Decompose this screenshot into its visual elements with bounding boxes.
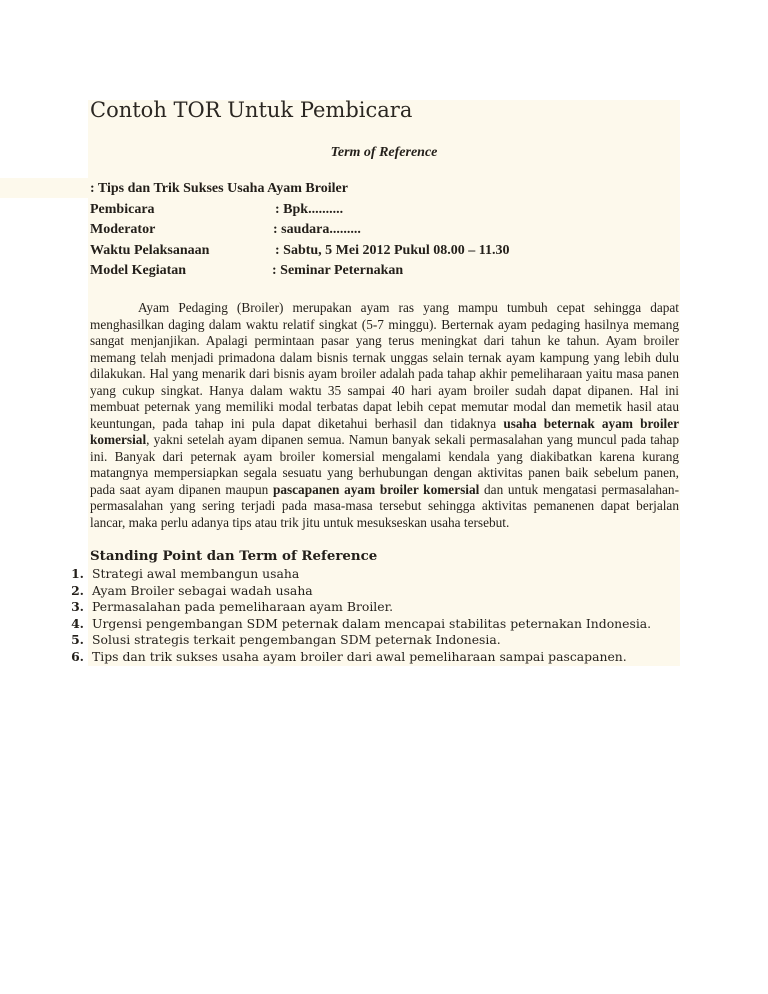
list-number: 1.	[71, 566, 84, 581]
list-text: Solusi strategis terkait pengembangan SDM peternak Indonesia.	[92, 632, 501, 648]
list-number: 6.	[71, 648, 84, 664]
list-number: 4.	[71, 615, 84, 631]
meta-label: Pembicara	[90, 201, 155, 217]
document-title: Contoh TOR Untuk Pembicara	[90, 98, 413, 122]
meta-value-topic: : Tips dan Trik Sukses Usaha Ayam Broiler	[90, 181, 348, 196]
list-text: Ayam Broiler sebagai wadah usaha	[92, 582, 313, 598]
meta-value-time: : Sabtu, 5 Mei 2012 Pukul 08.00 – 11.30	[275, 242, 510, 258]
body-paragraph	[90, 300, 679, 531]
list-text: Permasalahan pada pemeliharaan ayam Broiler.	[92, 599, 394, 615]
meta-label: Moderator	[90, 222, 156, 238]
meta-value-moderator: : saudara.........	[273, 222, 361, 238]
list-number: 5.	[71, 632, 84, 648]
list-text: Strategi awal membangun usaha	[92, 566, 300, 581]
section-heading: Standing Point dan Term of Reference	[90, 548, 378, 564]
list-number: 2.	[71, 582, 84, 598]
list-text: Tips dan trik sukses usaha ayam broiler dari awal pemeliharaan sampai pascapanen.	[92, 648, 627, 664]
body-text-part2: , yakni setelah ayam dipanen semua. Namun banyak sekali permasalahan yang muncul pada tahap ini. Banyak dari peternak ayam broiler komersial mengalami kendala yang diakibatkan karena kurang matangnya mempersiapkan segala sesuatu yang berhubungan dengan aktivitas panen baik sebelum panen, pada saat ayam dipanen maupun	[90, 432, 679, 497]
meta-label: Waktu Pelaksanaan	[90, 242, 210, 258]
list-text: Urgensi pengembangan SDM peternak dalam mencapai stabilitas peternakan Indonesia.	[92, 615, 652, 631]
meta-value-speaker: : Bpk..........	[275, 201, 344, 217]
meta-value-model: : Seminar Peternakan	[272, 263, 404, 279]
meta-label: Model Kegiatan	[90, 263, 187, 279]
body-bold-phrase-2: pascapanen ayam broiler komersial	[272, 481, 480, 497]
body-text-part3: dan untuk mengatasi permasalahan-permasalahan yang sering terjadi pada masa-masa tersebut sehingga aktivitas pemanenen dapat berjalan lancar, maka perlu adanya tips atau trik jitu untuk mesukseskan usaha tersebut.	[90, 481, 679, 530]
list-number: 3.	[71, 599, 84, 615]
highlight-strip	[0, 178, 88, 198]
body-text-part1: Ayam Pedaging (Broiler) merupakan ayam ras yang mampu tumbuh cepat sehingga dapat menghasilkan daging dalam waktu relatif singkat (5-7 minggu). Berternak ayam pedaging hasilnya memang sangat menjanjikan. Apalagi permintaan pasar yang terus meningkat dari tahun ke tahun. Ayam broiler memang telah menjadi primadona dalam bisnis ternak unggas selain ternak ayam kampung yang lebih dulu dilakukan. Hal yang menarik dari bisnis ayam broiler adalah pada tahap akhir pemeliharaan yaitu masa panen yang cukup singkat. Hanya dalam waktu 35 sampai 40 hari ayam broiler sudah dapat dipanen. Hal ini membuat peternak yang memiliki modal terbatas dapat lebih cepat memutar modal dan memetik hasil atau keuntungan, pada tahap ini pula dapat diketahui berhasil dan tidaknya	[90, 300, 679, 431]
body-bold-phrase-1: usaha beternak ayam broiler komersial	[90, 415, 680, 447]
document-subtitle: Term of Reference	[330, 145, 438, 160]
